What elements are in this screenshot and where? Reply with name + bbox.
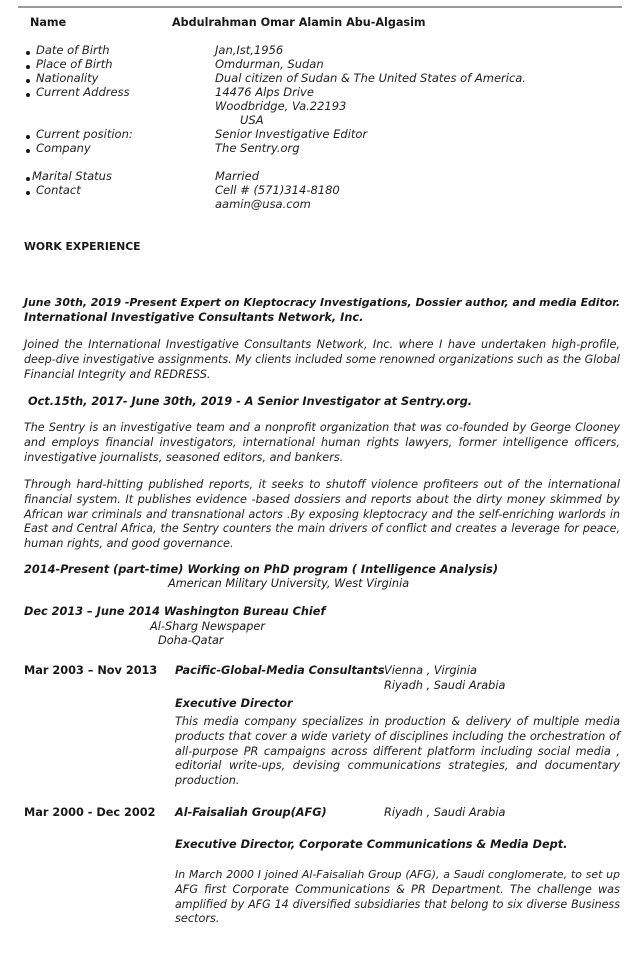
contact-phone: Cell # (571)314-8180: [215, 183, 340, 197]
bullet-icon: [26, 149, 30, 153]
job1-desc-line: Joined the International Investigative Consultants Network, Inc. where I have undertaken high-profile,: [24, 338, 620, 351]
job2-title: Oct.15th, 2017- June 30th, 2019 - A Senior Investigator at Sentry.org.: [28, 395, 473, 408]
job5-description: [175, 715, 620, 789]
job5-loc1: Vienna , Virginia: [384, 664, 477, 677]
job1-org: International Investigative Consultants Network, Inc.: [24, 311, 364, 324]
nationality-value: Dual citizen of Sudan & The United States of America.: [215, 71, 526, 85]
pob-label: Place of Birth: [36, 57, 113, 71]
nationality-label: Nationality: [36, 71, 99, 85]
job2-desc-line: The Sentry is an investigative team and a nonprofit organization that was co-founded by George Clooney: [24, 421, 620, 434]
name-label: Name: [30, 16, 67, 29]
job5-date: Mar 2003 – Nov 2013: [24, 664, 158, 677]
company-label: Company: [36, 141, 91, 155]
job5-desc-line: all-purpose PR campaigns across different platform including social media ,: [175, 744, 620, 758]
job6-description: [175, 868, 620, 927]
job2-desc-line: and employs financial investigators, international human rights lawyers, former intelligence officers,: [24, 435, 620, 449]
job1-description: [24, 338, 620, 382]
bullet-icon: [26, 93, 30, 97]
job2-description-1: [24, 421, 620, 465]
job6-org: Al-Faisaliah Group(AFG): [175, 806, 327, 819]
job4-sub1: Al-Sharg Newspaper: [150, 620, 265, 633]
bullet-icon: [26, 51, 30, 55]
position-value: Senior Investigative Editor: [215, 127, 368, 141]
bullet-icon: [26, 79, 30, 83]
job5-org: Pacific-Global-Media Consultants: [175, 664, 385, 677]
work-experience-heading: WORK EXPERIENCE: [24, 240, 141, 253]
job4-title: Dec 2013 – June 2014 Washington Bureau Chief: [24, 605, 326, 618]
marital-value: Married: [215, 169, 259, 183]
job5-desc-line: products that cover a wide variety of disciplines including the orchestration of: [175, 729, 620, 743]
job2-desc-line: human rights, and good governance.: [24, 537, 234, 551]
marital-label: Marital Status: [32, 169, 112, 183]
job2-desc-line: East and Central Africa, the Sentry counters the main drivers of conflict and creates a leverage for peace,: [24, 522, 620, 536]
job2-description-2: [24, 478, 620, 552]
job5-desc-line: editorial write-ups, devising communications strategies, and documentary: [175, 759, 620, 773]
job1-desc-line: deep-dive investigative assignments. My clients included some renowned organizations such as the Global: [24, 352, 620, 366]
job2-desc-line: investigative journalists, seasoned editors, and bankers.: [24, 450, 344, 464]
bullet-icon: [26, 177, 30, 181]
bullet-icon: [26, 65, 30, 69]
job3-title: 2014-Present (part-time) Working on PhD program ( Intelligence Analysis): [24, 563, 499, 576]
bullet-icon: [26, 191, 30, 195]
position-label: Current position:: [36, 127, 133, 141]
job6-desc-line: In March 2000 I joined Al-Faisaliah Group (AFG), a Saudi conglomerate, to set up: [175, 868, 620, 881]
job5-role: Executive Director: [175, 697, 293, 710]
job5-desc-line: This media company specializes in production & delivery of multiple media: [175, 715, 620, 728]
contact-email: aamin@usa.com: [215, 197, 311, 211]
name-value: Abdulrahman Omar Alamin Abu-Algasim: [172, 16, 426, 29]
job6-desc-line: amplified by AFG 14 diversified subsidiaries that belong to six diverse Business: [175, 897, 620, 911]
job6-loc: Riyadh , Saudi Arabia: [384, 806, 506, 819]
job6-date: Mar 2000 - Dec 2002: [24, 806, 156, 819]
job6-desc-line: sectors.: [175, 912, 220, 926]
job6-role: Executive Director, Corporate Communications & Media Dept.: [175, 838, 568, 851]
contact-label: Contact: [36, 183, 81, 197]
dob-value: Jan,Ist,1956: [215, 43, 284, 57]
job2-desc-line: financial system. It publishes evidence -based dossiers and reports about the dirty money skimmed by: [24, 492, 620, 506]
job6-desc-line: AFG first Corporate Communications & PR Department. The challenge was: [175, 882, 620, 896]
dob-label: Date of Birth: [36, 43, 110, 57]
job3-sub: American Military University, West Virginia: [168, 577, 410, 590]
pob-value: Omdurman, Sudan: [215, 57, 324, 71]
job4-sub2: Doha-Qatar: [158, 634, 224, 647]
job1-desc-line: Financial Integrity and REDRESS.: [24, 367, 211, 381]
job2-desc-line: African war criminals and transnational actors .By exposing kleptocracy and the self-enriching warlords in: [24, 507, 620, 521]
address-line2: Woodbridge, Va.22193: [215, 99, 347, 113]
job1-title: June 30th, 2019 -Present Expert on Kleptocracy Investigations, Dossier author, and media Editor.: [24, 296, 621, 309]
job5-desc-line: production.: [175, 774, 240, 788]
top-rule: [18, 6, 622, 8]
bullet-icon: [26, 135, 30, 139]
job2-desc-line: Through hard-hitting published reports, it seeks to shutoff violence profiteers out of the international: [24, 478, 620, 491]
address-line1: 14476 Alps Drive: [215, 85, 314, 99]
address-line3: USA: [240, 113, 264, 127]
job5-loc2: Riyadh , Saudi Arabia: [384, 679, 506, 692]
address-label: Current Address: [36, 85, 130, 99]
company-value: The Sentry.org: [215, 141, 300, 155]
